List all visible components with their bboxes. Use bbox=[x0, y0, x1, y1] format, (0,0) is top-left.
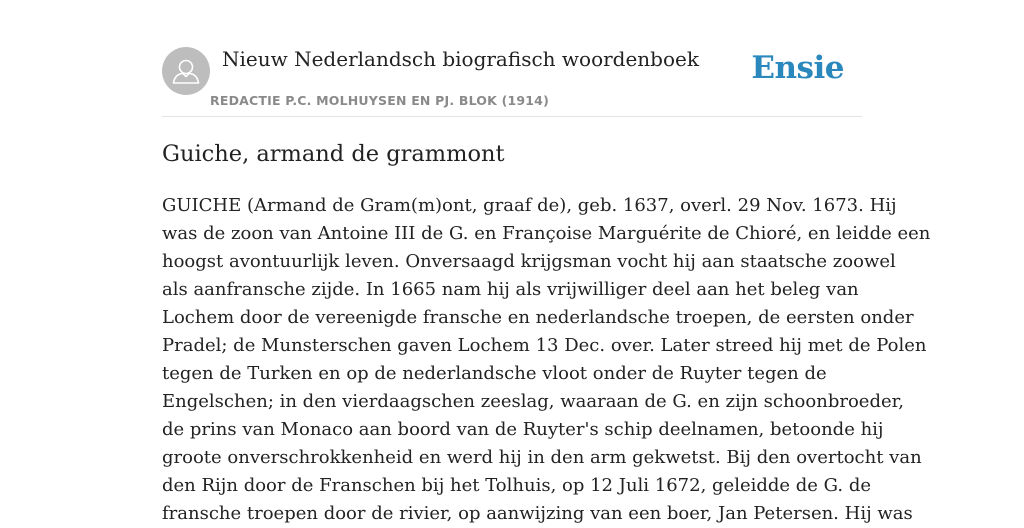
article-line: als aanfransche zijde. In 1665 nam hij als vrijwilliger deel aan het beleg van bbox=[162, 279, 859, 300]
article-title: Guiche, armand de grammont bbox=[162, 141, 505, 167]
article-line: Pradel; de Munsterschen gaven Lochem 13 Dec. over. Later streed hij met de Polen bbox=[162, 335, 927, 356]
user-silhouette-icon-graphic bbox=[162, 47, 210, 95]
article-line: de prins van Monaco aan boord van de Ruyter's schip deelnamen, betoonde hij bbox=[162, 419, 884, 440]
user-silhouette-icon[interactable] bbox=[162, 47, 210, 95]
article-line: GUICHE (Armand de Gram(m)ont, graaf de), geb. 1637, overl. 29 Nov. 1673. Hij bbox=[162, 195, 897, 216]
article-line: hoogst avontuurlijk leven. Onversaagd krijgsman vocht hij aan staatsche zoowel bbox=[162, 251, 896, 272]
source-book-title[interactable]: Nieuw Nederlandsch biografisch woordenboek bbox=[222, 47, 699, 71]
source-editors: REDACTIE P.C. MOLHUYSEN EN PJ. BLOK (1914) bbox=[210, 93, 549, 108]
article-line: Engelschen; in den vierdaagschen zeeslag, waaraan de G. en zijn schoonbroeder, bbox=[162, 391, 904, 412]
article-line: tegen de Turken en op de nederlandsche vloot onder de Ruyter tegen de bbox=[162, 363, 827, 384]
article-line: fransche troepen door de rivier, op aanwijzing van een boer, Jan Petersen. Hij was bbox=[162, 503, 913, 524]
ensie-logo[interactable]: Ensie bbox=[751, 50, 844, 86]
article-body bbox=[162, 192, 931, 528]
article-line: groote onverschrokkenheid en werd hij in den arm gekwetst. Bij den overtocht van bbox=[162, 447, 922, 468]
article-line: Lochem door de vereenigde fransche en nederlandsche troepen, de eersten onder bbox=[162, 307, 914, 328]
article-line: was de zoon van Antoine III de G. en Françoise Marguérite de Chioré, en leidde een bbox=[162, 223, 931, 244]
source-header bbox=[162, 46, 862, 117]
article-line: den Rijn door de Franschen bij het Tolhuis, op 12 Juli 1672, geleidde de G. de bbox=[162, 475, 872, 496]
